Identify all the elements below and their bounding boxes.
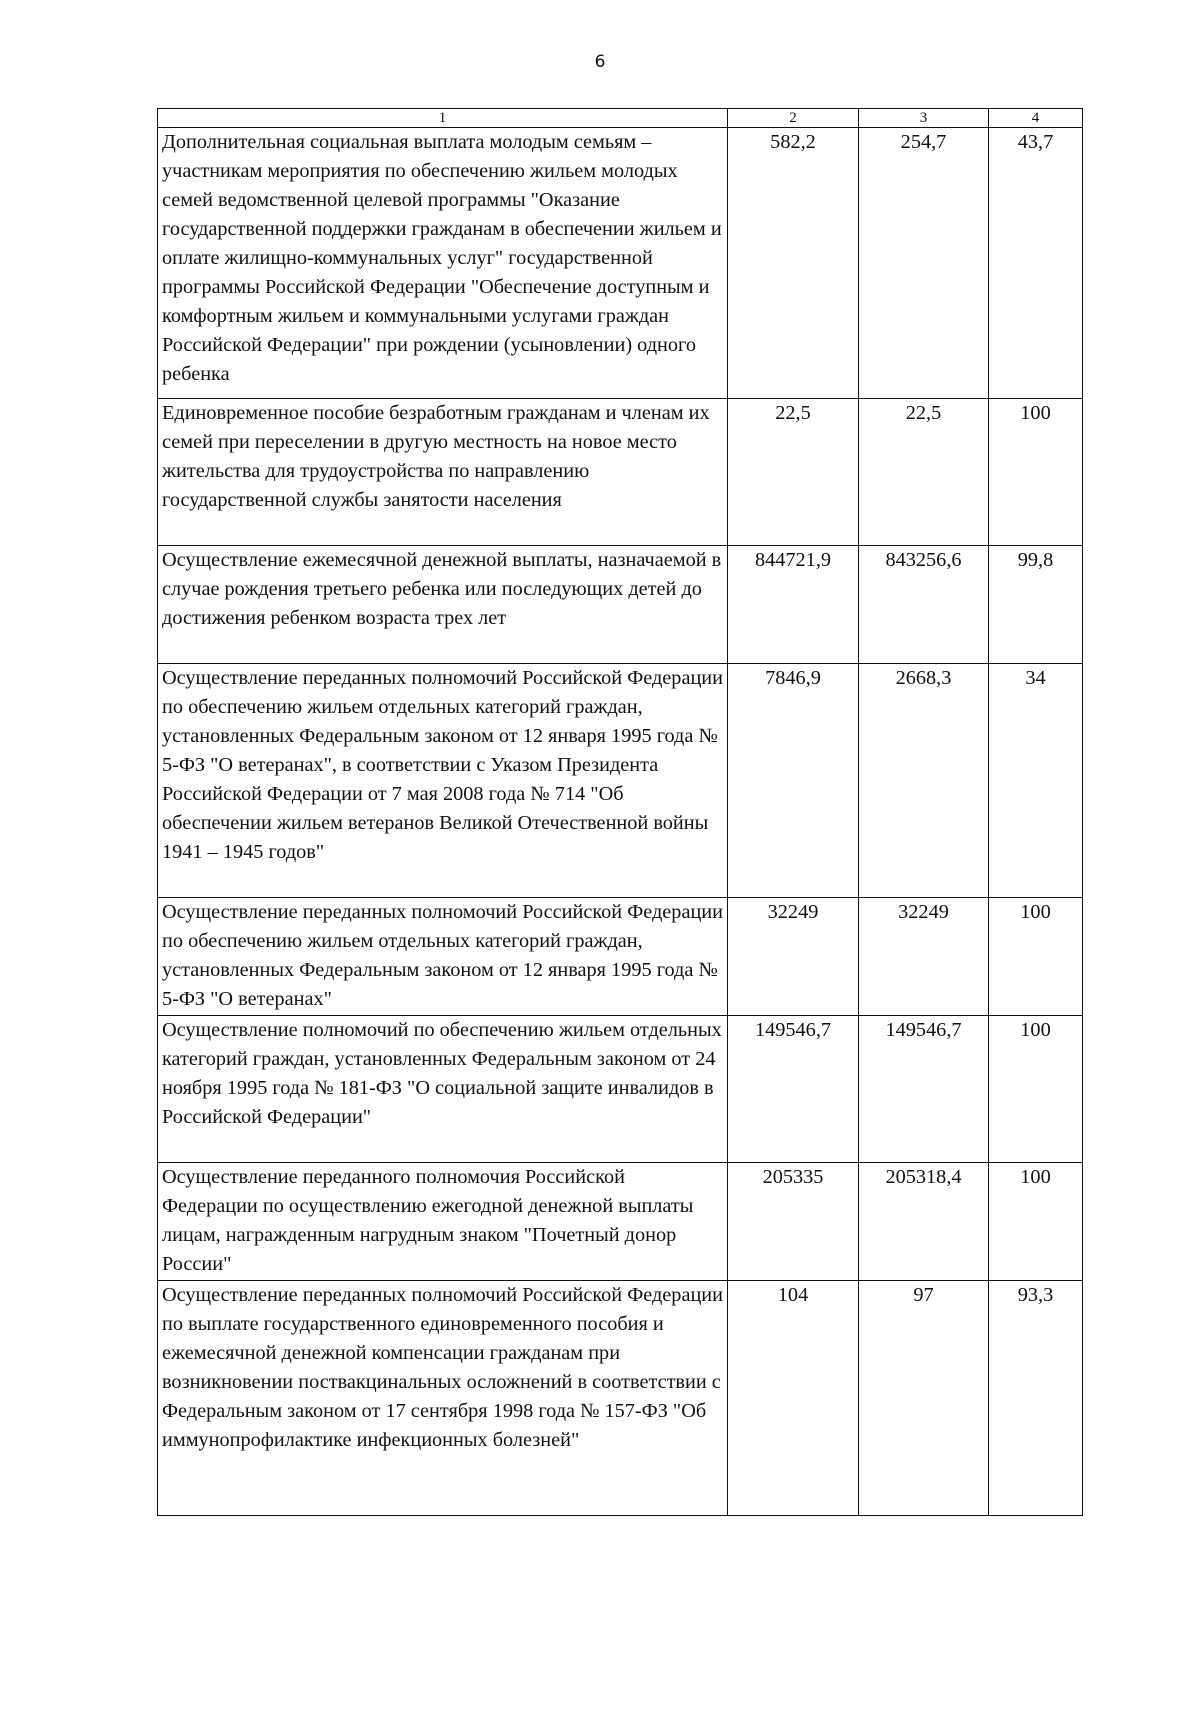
row-value-col4: 100 <box>989 1163 1083 1281</box>
report-table <box>157 108 1083 1516</box>
row-value-col2: 844721,9 <box>728 546 859 664</box>
row-value-col4: 34 <box>989 664 1083 898</box>
row-value-col2: 582,2 <box>728 128 859 399</box>
row-description: Дополнительная социальная выплата молодым семьям – участникам мероприятия по обеспечению жильем молодых семей ведомственной целевой программы "Оказание государственной поддержки гражданам в обеспечении жильем и оплате жилищно-коммунальных услуг" государственной программы Российской Федерации "Обеспечение доступным и комфортным жильем и коммунальными услугами граждан Российской Федерации" при рождении (усыновлении) одного ребенка <box>158 128 728 399</box>
page-number: 6 <box>594 52 606 72</box>
row-value-col4: 43,7 <box>989 128 1083 399</box>
row-value-col2: 205335 <box>728 1163 859 1281</box>
row-value-col4: 93,3 <box>989 1281 1083 1516</box>
row-description: Осуществление переданных полномочий Российской Федерации по выплате государственного единовременного пособия и ежемесячной денежной компенсации гражданам при возникновении поствакцинальных осложнений в соответствии с Федеральным законом от 17 сентября 1998 года № 157-ФЗ "Об иммунопрофилактике инфекционных болезней" <box>158 1281 728 1516</box>
table-row <box>158 546 1083 664</box>
row-value-col4: 100 <box>989 898 1083 1016</box>
row-value-col2: 149546,7 <box>728 1016 859 1163</box>
column-header-2: 2 <box>728 109 859 128</box>
column-header-3: 3 <box>859 109 989 128</box>
row-value-col3: 2668,3 <box>859 664 989 898</box>
row-description: Осуществление переданного полномочия Российской Федерации по осуществлению ежегодной денежной выплаты лицам, награжденным нагрудным знаком "Почетный донор России" <box>158 1163 728 1281</box>
table-row <box>158 664 1083 898</box>
table-row <box>158 399 1083 546</box>
table-row <box>158 128 1083 399</box>
row-value-col4: 100 <box>989 1016 1083 1163</box>
row-value-col2: 32249 <box>728 898 859 1016</box>
row-value-col2: 104 <box>728 1281 859 1516</box>
table-row <box>158 898 1083 1016</box>
row-value-col2: 7846,9 <box>728 664 859 898</box>
column-header-4: 4 <box>989 109 1083 128</box>
row-value-col4: 100 <box>989 399 1083 546</box>
row-value-col3: 254,7 <box>859 128 989 399</box>
row-description: Осуществление полномочий по обеспечению жильем отдельных категорий граждан, установленных Федеральным законом от 24 ноября 1995 года № 181-ФЗ "О социальной защите инвалидов в Российской Федерации" <box>158 1016 728 1163</box>
table-row <box>158 1016 1083 1163</box>
row-value-col2: 22,5 <box>728 399 859 546</box>
row-value-col4: 99,8 <box>989 546 1083 664</box>
row-description: Осуществление переданных полномочий Российской Федерации по обеспечению жильем отдельных категорий граждан, установленных Федеральным законом от 12 января 1995 года № 5-ФЗ "О ветеранах", в соответствии с Указом Президента Российской Федерации от 7 мая 2008 года № 714 "Об обеспечении жильем ветеранов Великой Отечественной войны 1941 – 1945 годов" <box>158 664 728 898</box>
row-description: Осуществление ежемесячной денежной выплаты, назначаемой в случае рождения третьего ребенка или последующих детей до достижения ребенком возраста трех лет <box>158 546 728 664</box>
row-value-col3: 32249 <box>859 898 989 1016</box>
table-row <box>158 1281 1083 1516</box>
row-value-col3: 843256,6 <box>859 546 989 664</box>
row-value-col3: 149546,7 <box>859 1016 989 1163</box>
table-row <box>158 1163 1083 1281</box>
row-description: Единовременное пособие безработным гражданам и членам их семей при переселении в другую местность на новое место жительства для трудоустройства по направлению государственной службы занятости населения <box>158 399 728 546</box>
row-description: Осуществление переданных полномочий Российской Федерации по обеспечению жильем отдельных категорий граждан, установленных Федеральным законом от 12 января 1995 года № 5-ФЗ "О ветеранах" <box>158 898 728 1016</box>
row-value-col3: 22,5 <box>859 399 989 546</box>
row-value-col3: 205318,4 <box>859 1163 989 1281</box>
column-header-1: 1 <box>158 109 728 128</box>
row-value-col3: 97 <box>859 1281 989 1516</box>
table-header-row <box>158 109 1083 128</box>
